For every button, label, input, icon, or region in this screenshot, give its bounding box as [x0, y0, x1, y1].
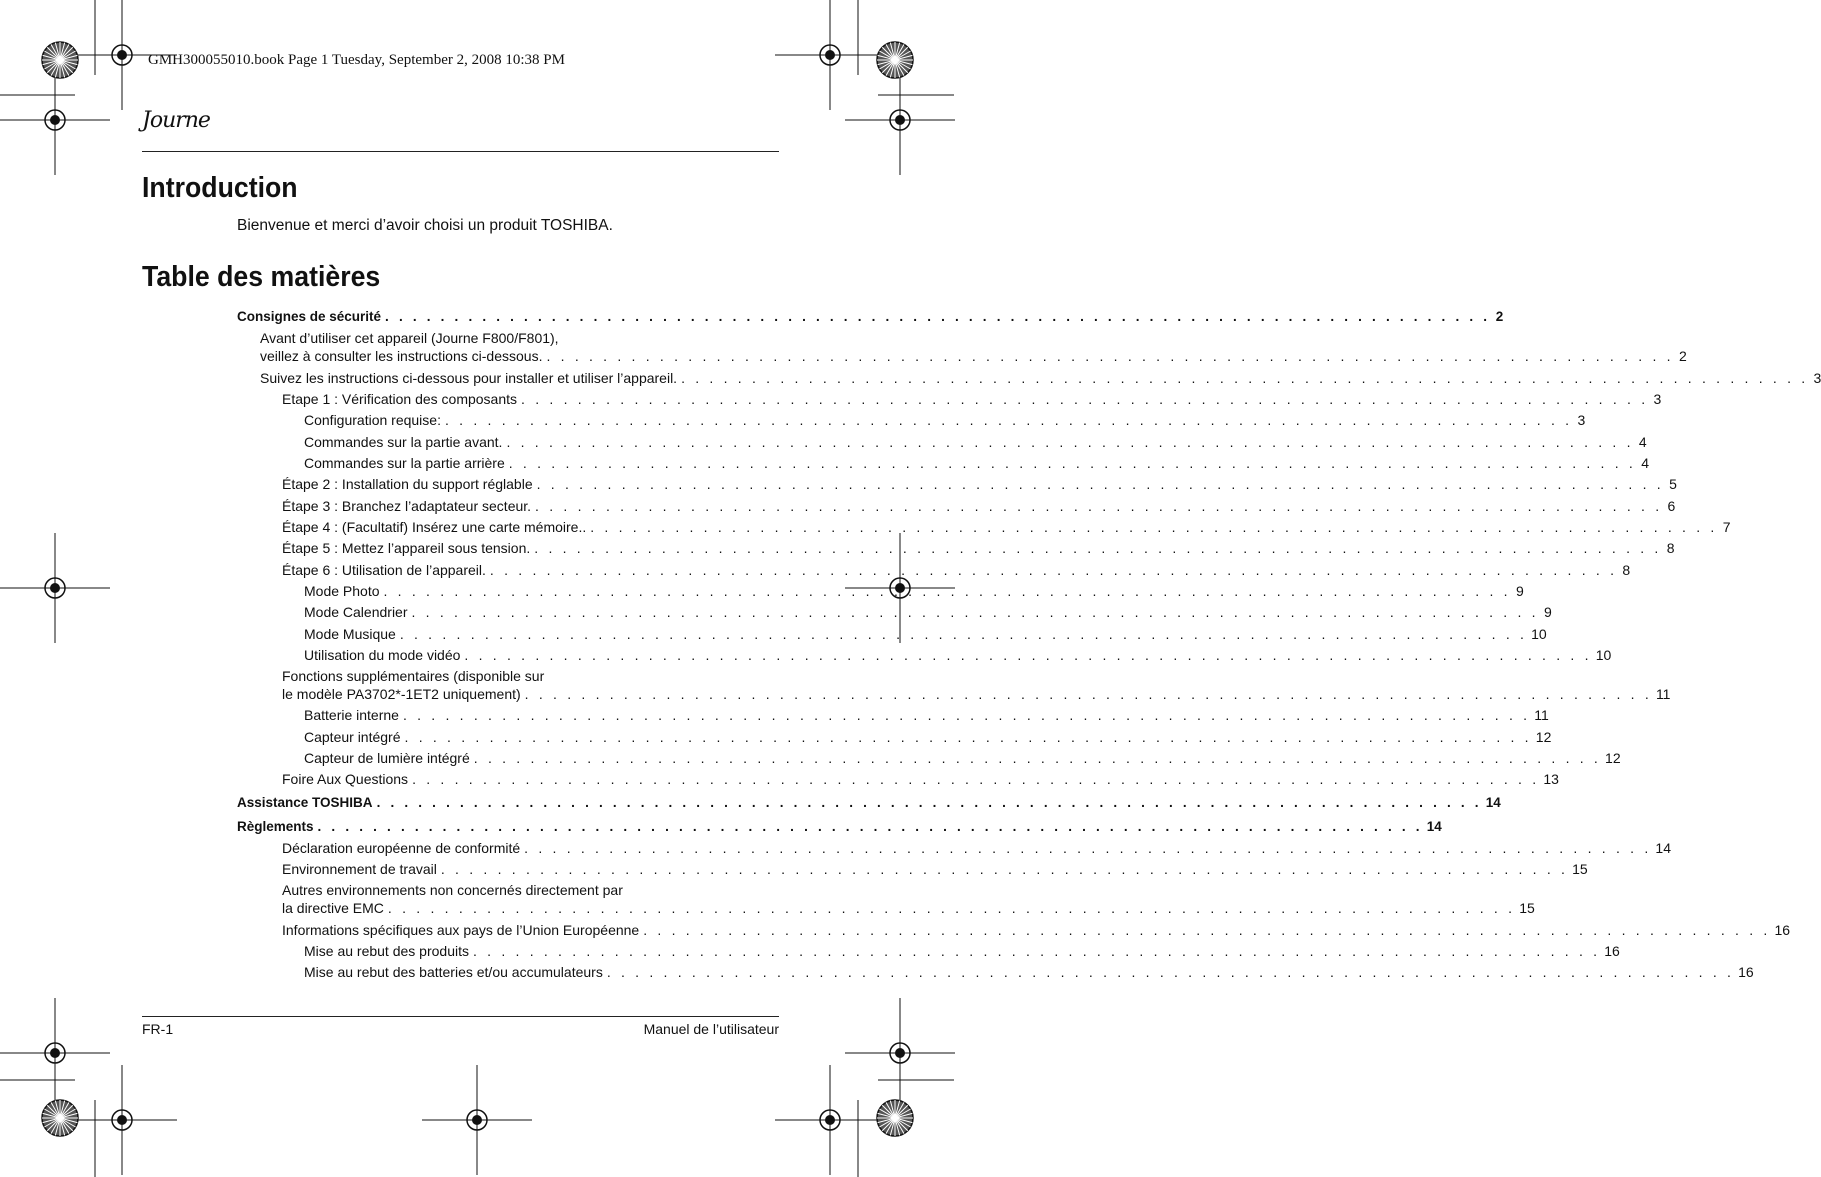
toc-entry-title: Étape 5 : Mettez l’appareil sous tension. — [282, 540, 531, 556]
toc-leader-dots: . . . . . . . . . . . . . . . . . . . . . . . . . . . . . . . . . . . . . . . . . . . . . . . . . . . . . . . . . . . . . . . . . . . . . . . . . . . . . . . . — [606, 964, 1735, 980]
toc-entry — [304, 942, 1620, 960]
toc-entry-page: 14 — [1426, 819, 1442, 834]
toc-entry-title: Règlements — [237, 819, 314, 834]
toc-entry — [304, 625, 1547, 643]
toc-entry-title: Foire Aux Questions — [282, 771, 409, 787]
registration-mark-icon — [67, 1065, 177, 1175]
toc-entry-page: 2 — [1495, 309, 1504, 324]
toc-entry-page: 6 — [1667, 498, 1676, 514]
toc-leader-dots: . . . . . . . . . . . . . . . . . . . . . . . . . . . . . . . . . . . . . . . . . . . . . . . . . . . . . . . . . . . . . . . . . . . . . . . . . . . . . . . . — [546, 348, 1674, 364]
toc-leader-dots: . . . . . . . . . . . . . . . . . . . . . . . . . . . . . . . . . . . . . . . . . . . . . . . . . . . . . . . . . . . . . . . . . . . . . . . . . . . . . . . . — [317, 819, 1423, 834]
toc-entry — [237, 794, 1501, 812]
toc-entry-title: le modèle PA3702*-1ET2 uniquement) — [282, 686, 521, 702]
toc-leader-dots: . . . . . . . . . . . . . . . . . . . . . . . . . . . . . . . . . . . . . . . . . . . . . . . . . . . . . . . . . . . . . . . . . . . . . . . . . . . . . . . . — [412, 771, 1540, 787]
toc-leader-dots: . . . . . . . . . . . . . . . . . . . . . . . . . . . . . . . . . . . . . . . . . . . . . . . . . . . . . . . . . . . . . . . . . . . . . . . . . . . . . . . . — [411, 604, 1539, 620]
toc-entry — [304, 603, 1552, 621]
registration-mark-icon — [845, 65, 955, 175]
toc-entry — [282, 475, 1677, 493]
registration-mark-icon — [0, 65, 110, 175]
intro-text: Bienvenue et merci d’avoir choisi un produit TOSHIBA. — [237, 217, 613, 234]
toc-entry — [282, 881, 1535, 917]
toc-leader-dots: . . . . . . . . . . . . . . . . . . . . . . . . . . . . . . . . . . . . . . . . . . . . . . . . . . . . . . . . . . . . . . . . . . . . . . . . . . . . . . . . — [399, 626, 1528, 642]
toc-entry — [304, 706, 1549, 724]
toc-entry — [304, 433, 1647, 451]
toc-entry-page: 11 — [1534, 707, 1549, 723]
toc-leader-dots: . . . . . . . . . . . . . . . . . . . . . . . . . . . . . . . . . . . . . . . . . . . . . . . . . . . . . . . . . . . . . . . . . . . . . . . . . . . . . . . . — [385, 309, 1491, 324]
toc-entry-page: 7 — [1722, 519, 1731, 535]
toc-entry — [282, 497, 1676, 515]
toc-entry — [260, 329, 1687, 365]
toc-entry-page: 5 — [1669, 476, 1677, 492]
toc-entry-page: 9 — [1543, 604, 1552, 620]
journe-logo: Journe — [142, 108, 210, 133]
toc-leader-dots: . . . . . . . . . . . . . . . . . . . . . . . . . . . . . . . . . . . . . . . . . . . . . . . . . . . . . . . . . . . . . . . . . . . . . . . . . . . . . . . . — [534, 540, 1662, 556]
toc-leader-dots: . . . . . . . . . . . . . . . . . . . . . . . . . . . . . . . . . . . . . . . . . . . . . . . . . . . . . . . . . . . . . . . . . . . . . . . . . . . . . . . . — [643, 922, 1771, 938]
toc-entry-page: 4 — [1638, 434, 1647, 450]
toc-entry-title: Étape 2 : Installation du support réglable — [282, 476, 533, 492]
toc-entry-page: 15 — [1519, 900, 1535, 916]
toc-entry-page: 11 — [1655, 686, 1671, 702]
toc-entry-page: 16 — [1738, 964, 1754, 980]
toc-entry-page: 3 — [1577, 412, 1586, 428]
registration-mark-icon — [775, 1065, 885, 1175]
toc-title: Table des matières — [142, 261, 381, 293]
toc-entry — [282, 770, 1559, 788]
toc-entry — [282, 921, 1791, 939]
toc-entry-page: 10 — [1531, 626, 1547, 642]
toc-entry-title: Mise au rebut des produits — [304, 943, 469, 959]
toc-entry-page: 8 — [1622, 562, 1631, 578]
toc-leader-dots: . . . . . . . . . . . . . . . . . . . . . . . . . . . . . . . . . . . . . . . . . . . . . . . . . . . . . . . . . . . . . . . . . . . . . . . . . . . . . . . . — [444, 412, 1573, 428]
toc-entry-page: 15 — [1572, 861, 1588, 877]
toc-leader-dots: . . . . . . . . . . . . . . . . . . . . . . . . . . . . . . . . . . . . . . . . . . . . . . . . . . . . . . . . . . . . . . . . . . . . . . . . . . . . . . . . — [489, 562, 1618, 578]
toc-leader-dots: . . . . . . . . . . . . . . . . . . . . . . . . . . . . . . . . . . . . . . . . . . . . . . . . . . . . . . . . . . . . . . . . . . . . . . . . . . . . . . . . — [387, 900, 1516, 916]
toc-entry-prefix: Autres environnements non concernés directement par — [282, 882, 623, 898]
toc-entry — [282, 561, 1631, 579]
toc-entry-page: 14 — [1485, 795, 1501, 810]
toc-entry-prefix: Fonctions supplémentaires (disponible sur — [282, 668, 545, 684]
toc-entry — [304, 411, 1586, 429]
toc-leader-dots: . . . . . . . . . . . . . . . . . . . . . . . . . . . . . . . . . . . . . . . . . . . . . . . . . . . . . . . . . . . . . . . . . . . . . . . . . . . . . . . . — [404, 729, 1532, 745]
toc-entry-title: Étape 3 : Branchez l’adaptateur secteur. — [282, 498, 532, 514]
registration-mark-icon — [775, 0, 885, 110]
toc-leader-dots: . . . . . . . . . . . . . . . . . . . . . . . . . . . . . . . . . . . . . . . . . . . . . . . . . . . . . . . . . . . . . . . . . . . . . . . . . . . . . . . . — [535, 498, 1663, 514]
toc-entry-page: 16 — [1774, 922, 1791, 938]
toc-entry-title: Mode Musique — [304, 626, 396, 642]
toc-leader-dots: . . . . . . . . . . . . . . . . . . . . . . . . . . . . . . . . . . . . . . . . . . . . . . . . . . . . . . . . . . . . . . . . . . . . . . . . . . . . . . . . — [402, 707, 1531, 723]
toc-entry — [304, 646, 1612, 664]
toc-entry-title: Configuration requise: — [304, 412, 441, 428]
toc-entry-title: Capteur intégré — [304, 729, 401, 745]
toc-entry-title: Capteur de lumière intégré — [304, 750, 470, 766]
toc-entry-title: Etape 1 : Vérification des composants — [282, 391, 518, 407]
toc-entry-title: Environnement de travail — [282, 861, 437, 877]
toc-entry-page: 16 — [1604, 943, 1620, 959]
toc-entry-page: 10 — [1595, 647, 1612, 663]
manual-name: Manuel de l’utilisateur — [643, 1021, 779, 1037]
toc-entry — [260, 369, 1821, 387]
starburst-mark-icon — [877, 1100, 913, 1136]
toc-leader-dots: . . . . . . . . . . . . . . . . . . . . . . . . . . . . . . . . . . . . . . . . . . . . . . . . . . . . . . . . . . . . . . . . . . . . . . . . . . . . . . . . — [590, 519, 1718, 535]
header-rule — [142, 151, 779, 152]
toc-entry — [304, 749, 1621, 767]
toc-entry-title: Assistance TOSHIBA — [237, 795, 373, 810]
toc-entry-title: Utilisation du mode vidéo — [304, 647, 461, 663]
toc-leader-dots: . . . . . . . . . . . . . . . . . . . . . . . . . . . . . . . . . . . . . . . . . . . . . . . . . . . . . . . . . . . . . . . . . . . . . . . . . . . . . . . . — [473, 750, 1602, 766]
toc-entry-page: 13 — [1543, 771, 1559, 787]
toc-entry-title: Déclaration européenne de conformité — [282, 840, 521, 856]
toc-entry-title: Mode Calendrier — [304, 604, 408, 620]
toc-entry — [282, 518, 1731, 536]
toc-entry-title: Mode Photo — [304, 583, 380, 599]
toc-entry — [282, 539, 1675, 557]
registration-mark-icon — [422, 1065, 532, 1175]
toc-entry — [282, 839, 1671, 857]
toc-entry-title: Suivez les instructions ci-dessous pour installer et utiliser l’appareil. — [260, 370, 678, 386]
toc-leader-dots: . . . . . . . . . . . . . . . . . . . . . . . . . . . . . . . . . . . . . . . . . . . . . . . . . . . . . . . . . . . . . . . . . . . . . . . . . . . . . . . . — [524, 840, 1652, 856]
toc-entry-page: 4 — [1641, 455, 1650, 471]
toc-entry — [282, 390, 1662, 408]
toc-entry-title: Batterie interne — [304, 707, 399, 723]
book-header: GMH300055010.book Page 1 Tuesday, September 2, 2008 10:38 PM — [148, 52, 565, 68]
toc-entry-page: 14 — [1655, 840, 1671, 856]
toc-leader-dots: . . . . . . . . . . . . . . . . . . . . . . . . . . . . . . . . . . . . . . . . . . . . . . . . . . . . . . . . . . . . . . . . . . . . . . . . . . . . . . . . — [464, 647, 1592, 663]
footer-rule — [142, 1016, 779, 1017]
toc-entry — [282, 667, 1671, 703]
toc-entry-page: 12 — [1605, 750, 1621, 766]
toc-leader-dots: . . . . . . . . . . . . . . . . . . . . . . . . . . . . . . . . . . . . . . . . . . . . . . . . . . . . . . . . . . . . . . . . . . . . . . . . . . . . . . . . — [536, 476, 1664, 492]
toc-leader-dots: . . . . . . . . . . . . . . . . . . . . . . . . . . . . . . . . . . . . . . . . . . . . . . . . . . . . . . . . . . . . . . . . . . . . . . . . . . . . . . . . — [521, 391, 1649, 407]
intro-title: Introduction — [142, 172, 298, 204]
starburst-mark-icon — [42, 42, 78, 78]
registration-mark-icon — [845, 998, 955, 1108]
toc-leader-dots: . . . . . . . . . . . . . . . . . . . . . . . . . . . . . . . . . . . . . . . . . . . . . . . . . . . . . . . . . . . . . . . . . . . . . . . . . . . . . . . . — [440, 861, 1569, 877]
toc-entry-page: 2 — [1678, 348, 1687, 364]
page-number: FR-1 — [142, 1021, 174, 1037]
registration-mark-icon — [0, 998, 110, 1108]
toc-entry — [304, 582, 1524, 600]
toc-entry — [237, 818, 1442, 836]
toc-entry-title: Commandes sur la partie avant. — [304, 434, 503, 450]
toc-entry — [282, 860, 1588, 878]
toc-leader-dots: . . . . . . . . . . . . . . . . . . . . . . . . . . . . . . . . . . . . . . . . . . . . . . . . . . . . . . . . . . . . . . . . . . . . . . . . . . . . . . . . — [383, 583, 1511, 599]
toc-entry — [304, 454, 1650, 472]
starburst-mark-icon — [42, 1100, 78, 1136]
toc-entry-title: Mise au rebut des batteries et/ou accumulateurs — [304, 964, 603, 980]
toc-entry-page: 3 — [1813, 370, 1821, 386]
toc-entry-page: 9 — [1515, 583, 1524, 599]
toc-entry-title: Étape 6 : Utilisation de l’appareil. — [282, 562, 486, 578]
toc-leader-dots: . . . . . . . . . . . . . . . . . . . . . . . . . . . . . . . . . . . . . . . . . . . . . . . . . . . . . . . . . . . . . . . . . . . . . . . . . . . . . . . . — [472, 943, 1601, 959]
toc-leader-dots: . . . . . . . . . . . . . . . . . . . . . . . . . . . . . . . . . . . . . . . . . . . . . . . . . . . . . . . . . . . . . . . . . . . . . . . . . . . . . . . . — [508, 455, 1637, 471]
toc-entry-title: Informations spécifiques aux pays de l’Union Européenne — [282, 922, 640, 938]
toc-leader-dots: . . . . . . . . . . . . . . . . . . . . . . . . . . . . . . . . . . . . . . . . . . . . . . . . . . . . . . . . . . . . . . . . . . . . . . . . . . . . . . . . — [506, 434, 1634, 450]
toc-entry-title: veillez à consulter les instructions ci-dessous. — [260, 348, 543, 364]
starburst-mark-icon — [877, 42, 913, 78]
toc-entry-title: Consignes de sécurité — [237, 309, 382, 324]
toc-leader-dots: . . . . . . . . . . . . . . . . . . . . . . . . . . . . . . . . . . . . . . . . . . . . . . . . . . . . . . . . . . . . . . . . . . . . . . . . . . . . . . . . — [681, 370, 1809, 386]
toc-entry-page: 3 — [1653, 391, 1662, 407]
toc-entry-title: la directive EMC — [282, 900, 384, 916]
toc-leader-dots: . . . . . . . . . . . . . . . . . . . . . . . . . . . . . . . . . . . . . . . . . . . . . . . . . . . . . . . . . . . . . . . . . . . . . . . . . . . . . . . . — [524, 686, 1652, 702]
toc-entry-title: Étape 4 : (Facultatif) Insérez une carte mémoire.. — [282, 519, 587, 535]
toc-entry-page: 12 — [1535, 729, 1552, 745]
toc-entry — [304, 963, 1754, 981]
registration-mark-icon — [0, 533, 110, 643]
toc-entry — [304, 728, 1552, 746]
toc-entry-title: Commandes sur la partie arrière — [304, 455, 505, 471]
toc-entry — [237, 308, 1504, 326]
toc-entry-page: 8 — [1666, 540, 1675, 556]
toc-entry-prefix: Avant d’utiliser cet appareil (Journe F800/F801), — [260, 330, 559, 346]
toc-leader-dots: . . . . . . . . . . . . . . . . . . . . . . . . . . . . . . . . . . . . . . . . . . . . . . . . . . . . . . . . . . . . . . . . . . . . . . . . . . . . . . . . — [376, 795, 1482, 810]
